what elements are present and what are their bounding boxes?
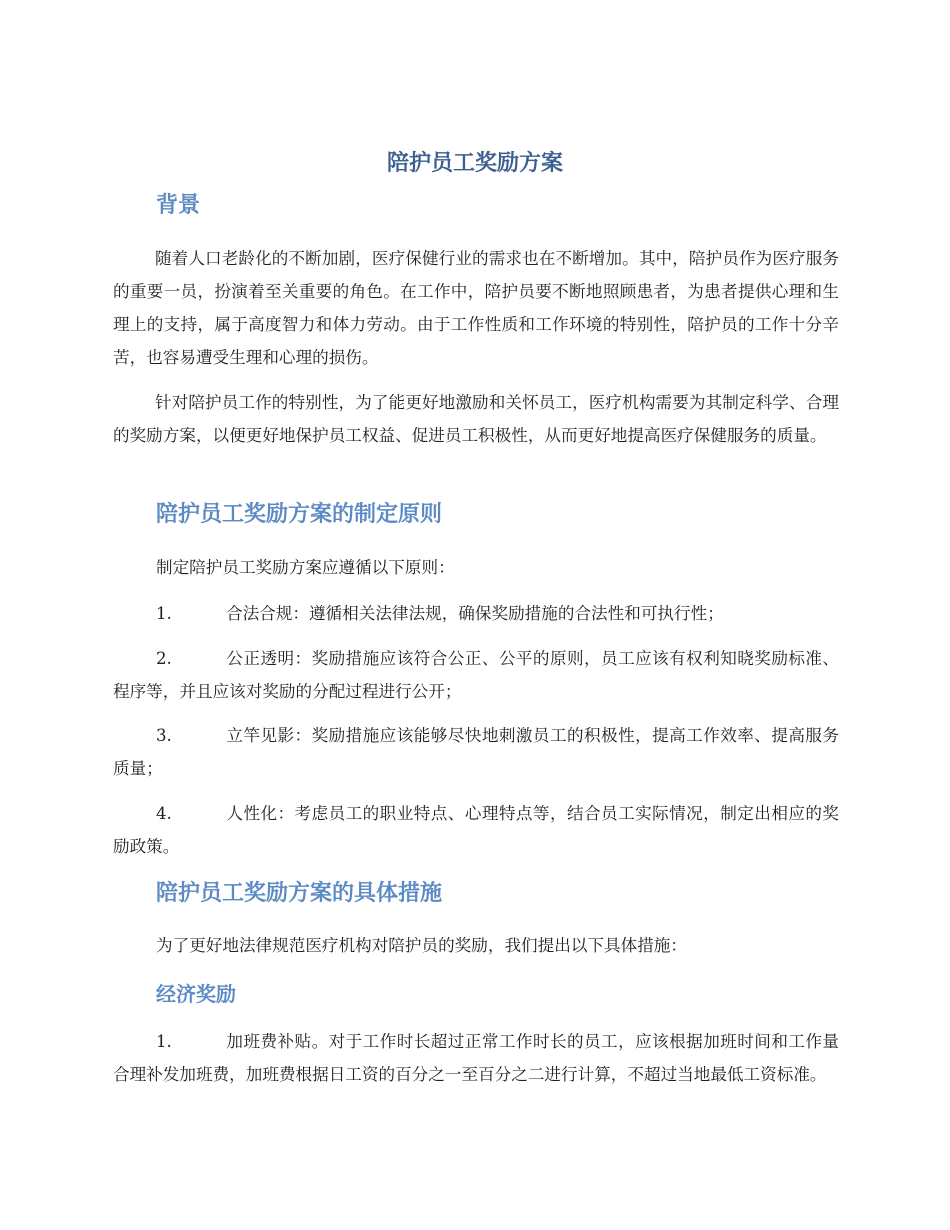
principle-item-4 [113, 797, 839, 863]
list-number: 1. [156, 604, 172, 623]
background-paragraph-2: 针对陪护员工作的特别性，为了能更好地激励和关怀员工，医疗机构需要为其制定科学、合理的奖励方案，以便更好地保护员工权益、促进员工积极性，从而更好地提高医疗保健服务的质量。 [113, 393, 839, 445]
list-text: 立竿见影：奖励措施应该能够尽快地刺激员工的积极性，提高工作效率、提高服务质量； [113, 726, 839, 778]
background-heading: 背景 [156, 193, 201, 218]
list-number: 3. [156, 726, 172, 745]
list-text: 合法合规：遵循相关法律法规，确保奖励措施的合法性和可执行性； [226, 604, 724, 623]
measures-intro: 为了更好地法律规范医疗机构对陪护员的奖励，我们提出以下具体措施： [156, 936, 687, 955]
principle-item-2 [113, 642, 839, 708]
background-paragraph-1: 随着人口老龄化的不断加剧，医疗保健行业的需求也在不断增加。其中，陪护员作为医疗服务的重要一员，扮演着至关重要的角色。在工作中，陪护员要不断地照顾患者，为患者提供心理和生理上的支持，属于高度智力和体力劳动。由于工作性质和工作环境的特别性，陪护员的工作十分辛苦，也容易遭受生理和心理的损伤。 [113, 249, 839, 367]
principle-item-3 [113, 719, 839, 785]
measures-heading: 陪护员工奖励方案的具体措施 [156, 881, 443, 906]
principles-heading: 陪护员工奖励方案的制定原则 [156, 502, 443, 527]
principle-item-1 [113, 597, 839, 630]
list-text: 人性化：考虑员工的职业特点、心理特点等，结合员工实际情况，制定出相应的奖励政策。 [113, 804, 839, 856]
list-number: 2. [156, 649, 172, 668]
principles-intro: 制定陪护员工奖励方案应遵循以下原则： [156, 558, 455, 577]
list-text: 加班费补贴。对于工作时长超过正常工作时长的员工，应该根据加班时间和工作量合理补发加班费，加班费根据日工资的百分之一至百分之二进行计算，不超过当地最低工资标准。 [113, 1032, 839, 1084]
list-number: 1. [156, 1032, 172, 1051]
economic-heading: 经济奖励 [156, 982, 236, 1006]
list-text: 公正透明：奖励措施应该符合公正、公平的原则，员工应该有权利知晓奖励标准、程序等，并且应该对奖励的分配过程进行公开； [113, 649, 839, 701]
economic-item-1 [113, 1025, 839, 1091]
list-number: 4. [156, 804, 172, 823]
document-title: 陪护员工奖励方案 [386, 151, 563, 176]
